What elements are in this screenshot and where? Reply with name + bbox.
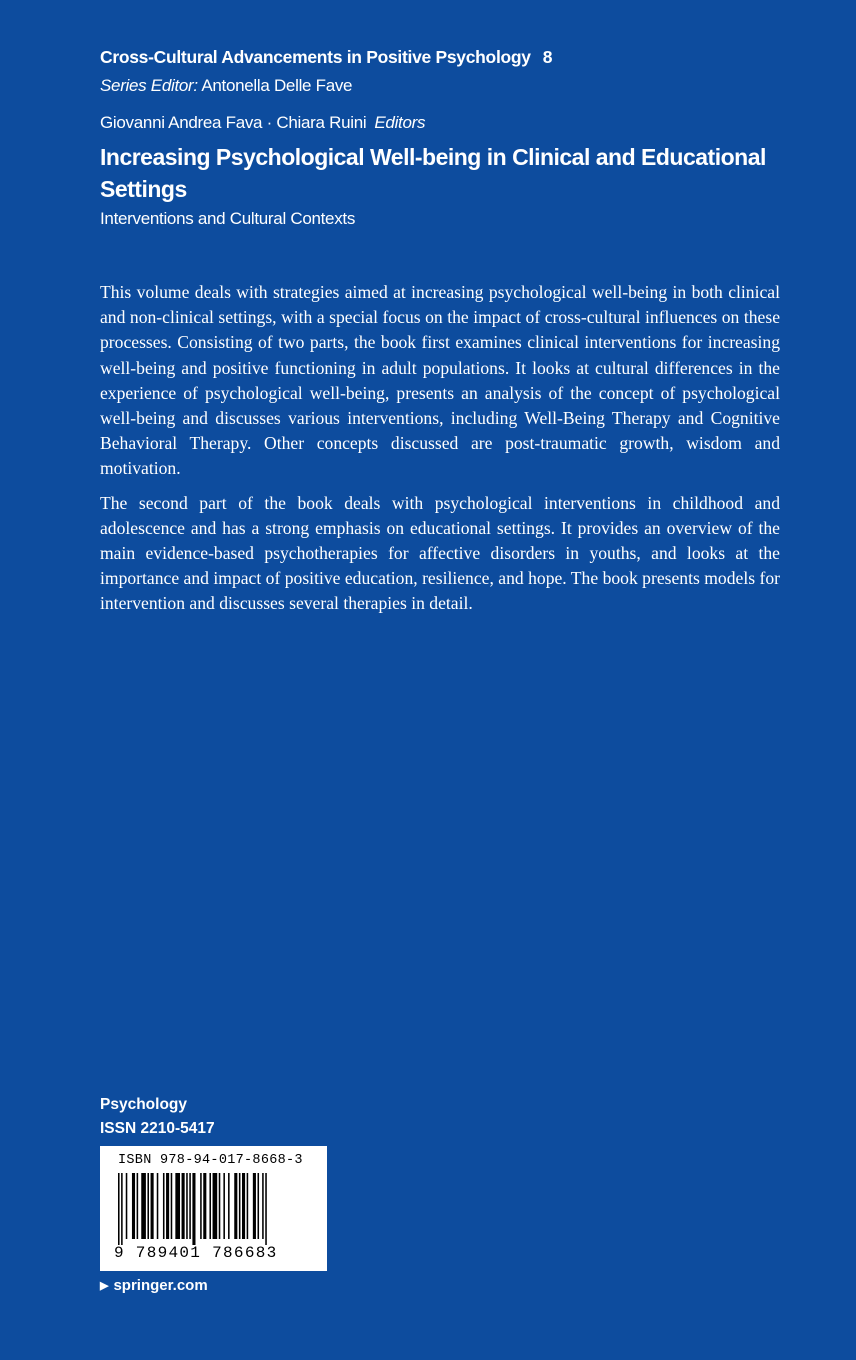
series-editor-line <box>100 76 352 96</box>
barcode-bar <box>163 1173 165 1239</box>
barcode-bar <box>171 1173 173 1239</box>
barcode-bar <box>166 1173 169 1239</box>
barcode-bar <box>147 1173 149 1239</box>
barcode-bar <box>186 1173 188 1239</box>
barcode-bar <box>239 1173 241 1239</box>
description-paragraph-1: This volume deals with strategies aimed at increasing psychological well-being in both clinical and non-clinical settings, with a special focus on the impact of cross-cultural influences on these processes. Consisting of two parts, the book first examines clinical interventions for increasing well-being and positive functioning in adult populations. It looks at cultural differences in the experience of psychological well-being, presents an analysis of the concept of psychological well-being and discusses various interventions, including Well-Being Therapy and Cognitive Behavioral Therapy. Other concepts discussed are post-traumatic growth, wisdom and motivation. <box>100 282 780 479</box>
book-authors: Giovanni Andrea Fava · Chiara Ruini <box>100 113 367 132</box>
series-editor-label: Series Editor: <box>100 76 198 95</box>
barcode-bar <box>151 1173 154 1239</box>
barcode-bar <box>223 1173 225 1239</box>
barcode-bar <box>234 1173 237 1239</box>
barcode-bar <box>157 1173 159 1239</box>
barcode-bar <box>253 1173 256 1239</box>
barcode-bar <box>228 1173 230 1239</box>
isbn-label: ISBN 978-94-017-8668-3 <box>118 1153 303 1168</box>
barcode-bar <box>203 1173 206 1239</box>
series-title: Cross-Cultural Advancements in Positive Psychology <box>100 47 531 67</box>
book-authors-role: Editors <box>374 113 426 132</box>
barcode-bar <box>121 1173 123 1245</box>
barcode-bar <box>126 1173 128 1239</box>
book-authors-line <box>100 113 425 133</box>
arrow-right-icon: ▶ <box>100 1280 109 1292</box>
series-volume: 8 <box>542 47 553 67</box>
publisher-website[interactable] <box>100 1277 208 1294</box>
book-subtitle: Interventions and Cultural Contexts <box>100 209 356 228</box>
barcode-bar <box>182 1173 185 1239</box>
barcode-bar <box>189 1173 191 1239</box>
issn-number: ISSN 2210-5417 <box>100 1120 215 1137</box>
barcode-bar <box>175 1173 180 1239</box>
barcode-bar <box>192 1173 195 1245</box>
barcode-bar <box>132 1173 135 1239</box>
subject-category: Psychology <box>100 1096 187 1113</box>
barcode-bar <box>262 1173 264 1239</box>
book-title: Increasing Psychological Well-being in Clinical and Educational Settings <box>100 144 766 202</box>
description-paragraph-2: The second part of the book deals with psychological interventions in childhood and adolescence and has a strong emphasis on educational settings. It provides an overview of the main evidence-based psychotherapies for affective disorders in youths, and looks at the importance and impact of positive education, resilience, and hope. The book presents models for intervention and discusses several therapies in detail. <box>100 492 780 614</box>
series-title-line <box>100 47 552 68</box>
barcode-bar <box>141 1173 146 1239</box>
barcode-bar <box>265 1173 267 1245</box>
barcode-bar <box>242 1173 245 1239</box>
barcode-bar <box>258 1173 260 1239</box>
series-editor-name: Antonella Delle Fave <box>201 76 353 95</box>
book-description <box>100 280 780 626</box>
barcode-bar <box>137 1173 139 1239</box>
barcode-bar <box>247 1173 249 1239</box>
barcode-bars <box>118 1173 310 1245</box>
barcode-bar <box>118 1173 120 1245</box>
website-label: springer.com <box>113 1277 208 1294</box>
barcode-bar <box>209 1173 211 1239</box>
barcode-digits: 9 789401 786683 <box>114 1244 278 1262</box>
isbn-barcode <box>100 1146 327 1271</box>
barcode-bar <box>219 1173 221 1239</box>
barcode-bar <box>200 1173 202 1239</box>
barcode-bar <box>213 1173 218 1239</box>
